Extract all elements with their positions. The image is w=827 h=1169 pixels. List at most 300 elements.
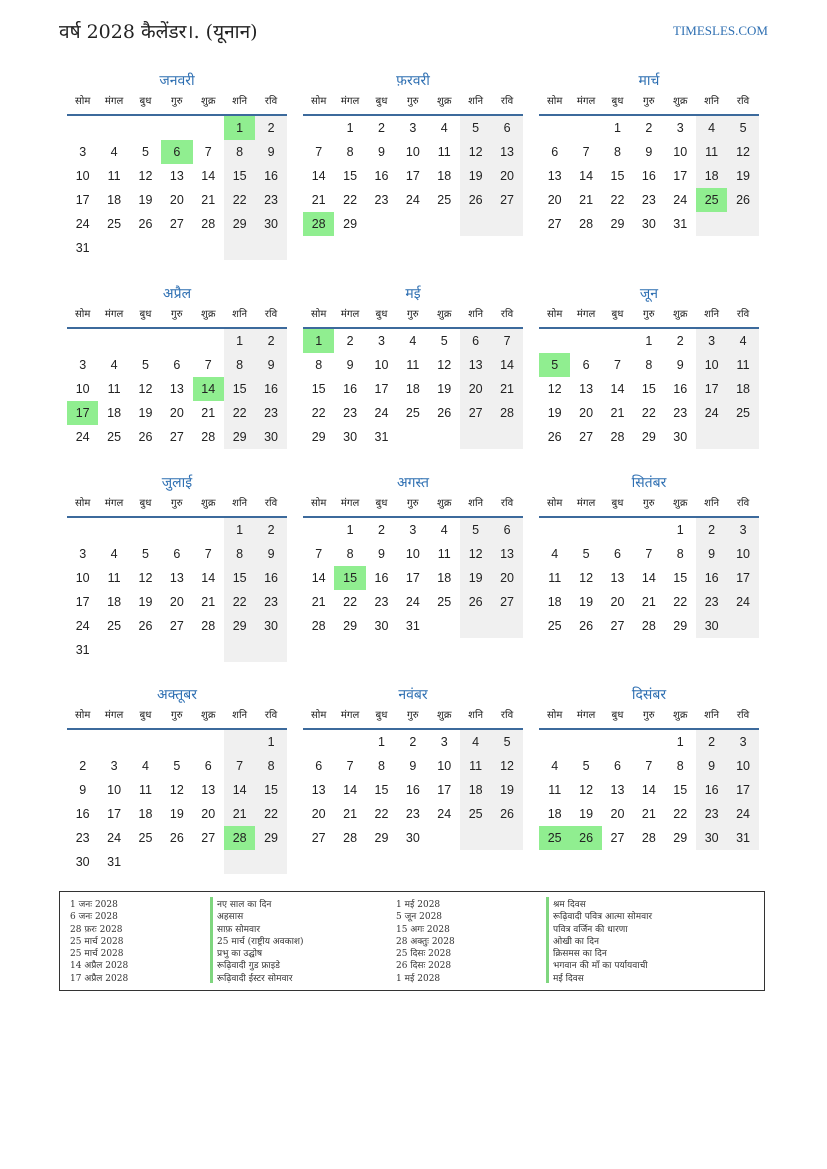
weekday-label: शुक्र (437, 710, 452, 721)
weekday-label: शुक्र (201, 710, 216, 721)
legend-date: 17 अप्रैल 2028 (70, 973, 129, 984)
weekday-label: गुरु (171, 710, 183, 721)
day-cell: 6 (491, 518, 522, 542)
month-calendar (67, 283, 287, 449)
weekday-header (303, 706, 523, 730)
day-grid (539, 116, 759, 236)
legend-holiday-name: रूढ़िवादी ईस्टर सोमवार (210, 971, 396, 983)
day-cell: 21 (311, 193, 326, 207)
empty-cell (161, 236, 192, 260)
day-cell: 25 (696, 188, 727, 212)
day-cell: 18 (107, 193, 122, 207)
day-cell: 1 (378, 735, 385, 749)
empty-cell (161, 329, 192, 353)
day-cell: 31 (727, 826, 758, 850)
weekday-label: बुध (611, 498, 624, 509)
legend-date: 28 फ़रः 2028 (70, 924, 123, 935)
day-cell: 7 (204, 547, 212, 561)
empty-cell (696, 425, 727, 449)
empty-cell (224, 730, 255, 754)
month-calendar (67, 684, 287, 874)
day-cell: 9 (255, 542, 286, 566)
day-cell: 20 (169, 595, 184, 609)
day-cell: 23 (673, 406, 688, 420)
day-cell: 19 (460, 566, 491, 590)
day-cell: 20 (491, 566, 522, 590)
day-cell: 30 (641, 217, 656, 231)
day-cell: 23 (255, 188, 286, 212)
month-calendar (303, 70, 523, 236)
legend-date: 26 दिसः 2028 (396, 961, 452, 972)
empty-cell (98, 730, 129, 754)
weekday-label: शुक्र (673, 498, 688, 509)
day-cell: 17 (673, 169, 688, 183)
day-cell: 14 (610, 382, 625, 396)
empty-cell (570, 329, 601, 353)
day-cell: 3 (79, 358, 87, 372)
day-cell: 31 (405, 619, 420, 633)
empty-cell (98, 518, 129, 542)
day-cell: 23 (255, 401, 286, 425)
day-cell: 3 (79, 145, 87, 159)
day-cell: 25 (437, 193, 452, 207)
empty-cell (366, 212, 397, 236)
month-name: जनवरी (159, 73, 195, 89)
day-cell: 4 (460, 730, 491, 754)
day-cell: 11 (696, 140, 727, 164)
day-cell: 15 (334, 566, 365, 590)
day-cell: 29 (374, 831, 389, 845)
legend-date: 28 अक्तुः 2028 (396, 936, 455, 947)
day-cell: 11 (437, 145, 451, 159)
day-cell: 13 (491, 140, 522, 164)
day-cell: 30 (343, 430, 358, 444)
day-cell: 4 (409, 334, 417, 348)
legend-date: 25 दिसः 2028 (396, 949, 452, 960)
weekday-label: शुक्र (673, 710, 688, 721)
day-cell: 10 (75, 169, 90, 183)
weekday-label: शुक्र (201, 309, 216, 320)
day-cell: 20 (201, 807, 216, 821)
weekday-label: गुरु (643, 498, 655, 509)
weekday-label: बुध (139, 309, 152, 320)
day-cell: 3 (409, 121, 417, 135)
day-cell: 30 (255, 212, 286, 236)
day-grid (539, 730, 759, 850)
day-cell: 12 (138, 571, 153, 585)
day-cell: 28 (610, 430, 625, 444)
day-cell: 28 (201, 619, 216, 633)
weekday-label: शुक्र (201, 498, 216, 509)
day-cell: 4 (727, 329, 758, 353)
empty-cell (224, 638, 255, 662)
weekday-label: शनि (468, 710, 484, 721)
day-cell: 30 (374, 619, 389, 633)
day-cell: 7 (204, 358, 212, 372)
day-cell: 31 (75, 241, 90, 255)
day-cell: 17 (437, 783, 452, 797)
day-cell: 27 (169, 217, 184, 231)
day-cell: 28 (641, 619, 656, 633)
weekday-label: शनि (232, 710, 248, 721)
empty-cell (130, 236, 161, 260)
day-cell: 19 (547, 406, 562, 420)
day-cell: 1 (346, 121, 354, 135)
month-calendar (539, 70, 759, 236)
day-cell: 12 (727, 140, 758, 164)
day-cell: 9 (346, 358, 354, 372)
weekday-label: शनि (232, 96, 248, 107)
weekday-label: रवि (264, 309, 278, 320)
day-cell: 15 (673, 571, 688, 585)
day-cell: 4 (142, 759, 149, 773)
day-cell: 28 (343, 831, 358, 845)
day-cell: 26 (491, 802, 522, 826)
day-cell: 24 (75, 217, 90, 231)
legend-date: 25 मार्च 2028 (70, 936, 124, 947)
day-cell: 5 (582, 547, 590, 561)
day-cell: 2 (676, 334, 684, 348)
legend-date: 1 मई 2028 (396, 973, 441, 984)
day-cell: 20 (169, 193, 184, 207)
day-cell: 26 (460, 188, 491, 212)
day-cell: 11 (727, 353, 758, 377)
day-cell: 8 (614, 145, 621, 159)
day-cell: 11 (460, 754, 491, 778)
weekday-label: शुक्र (201, 96, 216, 107)
weekday-label: गुरु (407, 498, 419, 509)
day-cell: 8 (315, 358, 323, 372)
day-cell: 19 (138, 406, 153, 420)
legend-date: 14 अप्रैल 2028 (70, 961, 129, 972)
day-cell: 10 (437, 759, 452, 773)
day-cell: 16 (374, 571, 389, 585)
day-cell: 29 (343, 619, 358, 633)
legend-date: 15 अगः 2028 (396, 924, 450, 935)
day-cell: 11 (406, 358, 420, 372)
day-cell: 21 (610, 406, 625, 420)
day-cell: 15 (641, 382, 656, 396)
day-cell: 10 (727, 542, 758, 566)
empty-cell (727, 614, 758, 638)
empty-cell (161, 116, 192, 140)
day-cell: 17 (405, 169, 420, 183)
day-cell: 13 (610, 571, 625, 585)
empty-cell (539, 116, 570, 140)
weekday-label: गुरु (171, 96, 183, 107)
day-grid (303, 116, 523, 236)
day-cell: 11 (548, 783, 562, 797)
day-cell: 27 (201, 831, 216, 845)
day-cell: 22 (641, 406, 656, 420)
empty-cell (193, 730, 224, 754)
day-cell: 29 (311, 430, 326, 444)
empty-cell (429, 614, 460, 638)
empty-cell (491, 614, 522, 638)
day-cell: 4 (110, 145, 118, 159)
day-cell: 2 (378, 121, 385, 135)
day-cell: 23 (343, 406, 358, 420)
day-cell: 16 (343, 382, 358, 396)
empty-cell (397, 425, 428, 449)
day-cell: 31 (75, 643, 90, 657)
month-calendar (539, 684, 759, 850)
day-cell: 29 (641, 430, 656, 444)
weekday-label: मंगल (104, 498, 124, 509)
empty-cell (397, 212, 428, 236)
day-cell: 18 (405, 382, 420, 396)
day-cell: 20 (311, 807, 326, 821)
day-cell: 26 (437, 406, 452, 420)
day-cell: 2 (79, 759, 87, 773)
day-cell: 23 (696, 590, 727, 614)
weekday-label: शनि (468, 498, 484, 509)
day-cell: 27 (169, 619, 184, 633)
day-cell: 18 (547, 807, 562, 821)
day-grid (539, 329, 759, 449)
day-grid (539, 518, 759, 638)
legend-holiday-name: ओखी का दिन (546, 934, 756, 946)
day-cell: 6 (614, 759, 621, 773)
day-cell: 5 (142, 358, 149, 372)
empty-cell (727, 212, 758, 236)
day-cell: 3 (409, 523, 417, 537)
empty-cell (161, 730, 192, 754)
day-cell: 10 (727, 754, 758, 778)
day-cell: 26 (727, 188, 758, 212)
day-cell: 21 (343, 807, 358, 821)
day-cell: 8 (378, 759, 385, 773)
day-cell: 13 (311, 783, 326, 797)
day-cell: 18 (547, 595, 562, 609)
day-cell: 5 (727, 116, 758, 140)
empty-cell (255, 638, 286, 662)
day-cell: 1 (614, 121, 621, 135)
weekday-label: शनि (704, 309, 720, 320)
day-cell: 6 (204, 759, 212, 773)
day-grid (303, 730, 523, 850)
weekday-label: रवि (736, 96, 750, 107)
day-cell: 17 (67, 401, 98, 425)
day-cell: 22 (311, 406, 326, 420)
day-cell: 16 (255, 377, 286, 401)
day-cell: 1 (255, 730, 286, 754)
day-cell: 24 (673, 193, 688, 207)
day-cell: 5 (440, 334, 448, 348)
weekday-label: शनि (704, 710, 720, 721)
empty-cell (67, 116, 98, 140)
day-cell: 19 (138, 595, 153, 609)
day-cell: 30 (75, 855, 90, 869)
day-cell: 7 (645, 759, 653, 773)
day-cell: 19 (169, 807, 184, 821)
day-cell: 28 (641, 831, 656, 845)
weekday-label: सोम (311, 309, 327, 320)
day-cell: 18 (107, 406, 122, 420)
day-cell: 14 (311, 169, 326, 183)
day-cell: 14 (193, 377, 224, 401)
day-cell: 3 (676, 121, 684, 135)
day-cell: 21 (491, 377, 522, 401)
day-cell: 14 (201, 169, 216, 183)
weekday-label: बुध (611, 96, 624, 107)
day-cell: 2 (255, 518, 286, 542)
day-cell: 30 (255, 614, 286, 638)
weekday-label: गुरु (407, 710, 419, 721)
weekday-label: गुरु (171, 309, 183, 320)
day-cell: 11 (107, 382, 121, 396)
day-cell: 13 (610, 783, 625, 797)
empty-cell (460, 212, 491, 236)
weekday-label: मंगल (340, 309, 360, 320)
weekday-label: रवि (736, 498, 750, 509)
day-cell: 16 (696, 566, 727, 590)
day-cell: 9 (696, 754, 727, 778)
day-cell: 1 (224, 518, 255, 542)
weekday-label: मंगल (340, 96, 360, 107)
day-cell: 22 (343, 595, 358, 609)
empty-cell (602, 730, 633, 754)
day-cell: 6 (614, 547, 621, 561)
day-cell: 27 (460, 401, 491, 425)
empty-cell (193, 518, 224, 542)
day-cell: 22 (673, 807, 688, 821)
day-cell: 22 (374, 807, 389, 821)
empty-cell (727, 425, 758, 449)
weekday-label: मंगल (104, 309, 124, 320)
weekday-label: बुध (375, 309, 388, 320)
day-cell: 12 (491, 754, 522, 778)
day-cell: 27 (579, 430, 594, 444)
day-cell: 1 (676, 523, 684, 537)
holiday-legend (59, 891, 765, 991)
day-cell: 12 (437, 358, 452, 372)
legend-holiday-name: क्रिसमस का दिन (546, 946, 756, 958)
day-cell: 17 (374, 382, 389, 396)
empty-cell (130, 116, 161, 140)
empty-cell (67, 730, 98, 754)
legend-holiday-name: मई दिवस (546, 971, 756, 983)
day-cell: 30 (696, 826, 727, 850)
day-cell: 27 (491, 590, 522, 614)
day-cell: 1 (224, 116, 255, 140)
day-cell: 29 (610, 217, 625, 231)
day-cell: 30 (696, 614, 727, 638)
weekday-label: रवि (264, 96, 278, 107)
day-cell: 25 (138, 831, 153, 845)
month-name: जुलाई (161, 475, 193, 491)
legend-holiday-name: भगवान की माँ का पर्यायवाची (546, 958, 756, 970)
weekday-label: रवि (736, 309, 750, 320)
day-cell: 13 (491, 542, 522, 566)
weekday-label: शनि (232, 498, 248, 509)
day-cell: 26 (138, 430, 153, 444)
weekday-label: रवि (736, 710, 750, 721)
day-cell: 20 (460, 377, 491, 401)
empty-cell (429, 212, 460, 236)
day-cell: 19 (579, 807, 594, 821)
day-cell: 25 (727, 401, 758, 425)
day-cell: 28 (579, 217, 594, 231)
empty-cell (224, 850, 255, 874)
day-cell: 3 (440, 735, 448, 749)
day-cell: 4 (696, 116, 727, 140)
day-cell: 30 (673, 430, 688, 444)
day-cell: 6 (551, 145, 559, 159)
day-cell: 4 (551, 759, 559, 773)
day-cell: 19 (727, 164, 758, 188)
day-cell: 12 (138, 382, 153, 396)
day-cell: 28 (303, 212, 334, 236)
day-cell: 27 (610, 831, 625, 845)
weekday-label: सोम (75, 498, 91, 509)
day-cell: 1 (346, 523, 354, 537)
month-name: सितंबर (631, 475, 667, 491)
day-cell: 2 (409, 735, 417, 749)
empty-cell (130, 638, 161, 662)
empty-cell (602, 518, 633, 542)
day-cell: 22 (224, 590, 255, 614)
day-cell: 5 (173, 759, 181, 773)
weekday-header (303, 92, 523, 116)
day-cell: 14 (491, 353, 522, 377)
empty-cell (67, 329, 98, 353)
day-cell: 10 (107, 783, 122, 797)
day-cell: 4 (110, 358, 118, 372)
day-cell: 21 (201, 406, 216, 420)
weekday-label: मंगल (576, 96, 596, 107)
day-cell: 15 (255, 778, 286, 802)
day-cell: 7 (614, 358, 621, 372)
empty-cell (460, 826, 491, 850)
day-cell: 13 (547, 169, 562, 183)
weekday-label: शुक्र (673, 309, 688, 320)
day-cell: 16 (255, 566, 286, 590)
day-cell: 20 (547, 193, 562, 207)
month-calendar (67, 70, 287, 260)
day-cell: 11 (138, 783, 152, 797)
weekday-label: मंगल (104, 96, 124, 107)
day-cell: 28 (311, 619, 326, 633)
day-cell: 5 (460, 116, 491, 140)
weekday-label: शनि (704, 96, 720, 107)
weekday-label: गुरु (643, 96, 655, 107)
weekday-header (303, 494, 523, 518)
day-cell: 24 (727, 590, 758, 614)
empty-cell (224, 236, 255, 260)
day-cell: 1 (224, 329, 255, 353)
weekday-label: गुरु (171, 498, 183, 509)
day-cell: 27 (311, 831, 326, 845)
site-link[interactable]: TIMESLES.COM (673, 23, 768, 38)
day-cell: 21 (224, 802, 255, 826)
day-cell: 15 (374, 783, 389, 797)
day-cell: 29 (673, 619, 688, 633)
day-cell: 16 (75, 807, 90, 821)
weekday-label: बुध (139, 498, 152, 509)
weekday-label: गुरु (643, 710, 655, 721)
day-cell: 13 (169, 571, 184, 585)
day-cell: 20 (169, 406, 184, 420)
weekday-label: शनि (468, 96, 484, 107)
day-cell: 24 (75, 619, 90, 633)
day-cell: 27 (491, 188, 522, 212)
day-cell: 12 (138, 169, 153, 183)
day-cell: 19 (437, 382, 452, 396)
day-grid (67, 730, 287, 874)
empty-cell (98, 116, 129, 140)
weekday-label: बुध (611, 710, 624, 721)
